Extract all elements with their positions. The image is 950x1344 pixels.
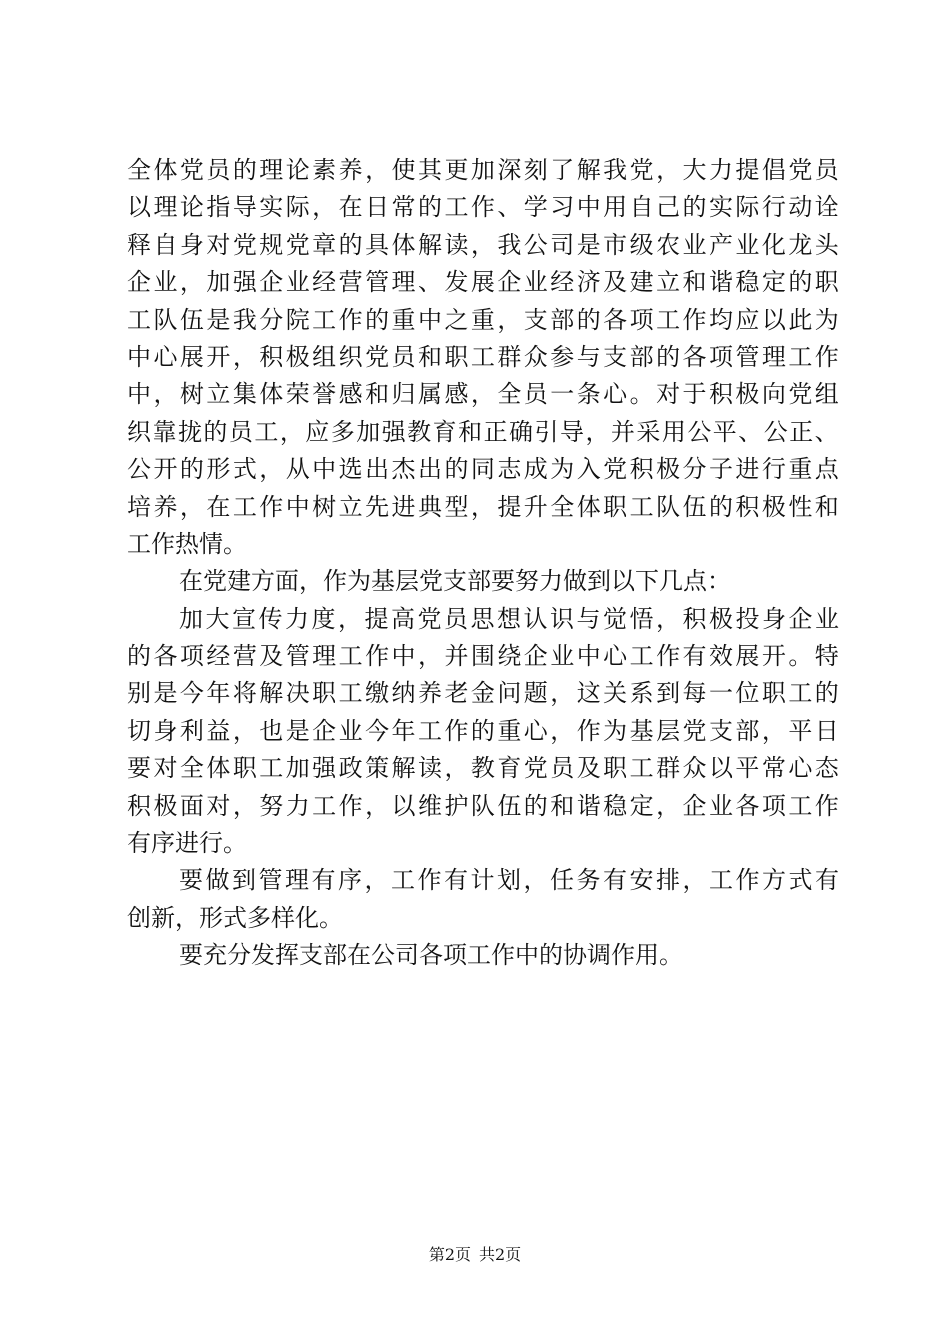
page-number: 第2页	[428, 1245, 471, 1264]
text-line: 织 靠 拢 的 员 工 ， 应 多 加 强 教 育 和 正 确 引 导 ， 并 采 用 公 平 、 公 正 、	[127, 417, 839, 446]
text-line: 别 是 今 年 将 解 决 职 工 缴 纳 养 老 金 问 题 ， 这 关 系 到 每 一 位 职 工 的	[127, 679, 839, 708]
text-line: 工作热情。	[127, 529, 247, 558]
text-line: 企 业 ， 加 强 企 业 经 营 管 理 、 发 展 企 业 经 济 及 建 立 和 谐 稳 定 的 职	[127, 268, 839, 297]
text-line: 以 理 论 指 导 实 际 ， 在 日 常 的 工 作 、 学 习 中 用 自 己 的 实 际 行 动 诠	[127, 193, 839, 222]
text-line: 要充分发挥支部在公司各项工作中的协调作用。	[179, 941, 683, 970]
text-line: 有序进行。	[127, 829, 247, 858]
body-text	[127, 152, 839, 975]
text-line: 中 心 展 开 ， 积 极 组 织 党 员 和 职 工 群 众 参 与 支 部 的 各 项 管 理 工 作	[127, 342, 839, 371]
text-line: 加 大 宣 传 力 度 ， 提 高 党 员 思 想 认 识 与 觉 悟 ， 积 极 投 身 企 业	[179, 604, 839, 633]
text-line: 公 开 的 形 式 ， 从 中 选 出 杰 出 的 同 志 成 为 入 党 积 极 分 子 进 行 重 点	[127, 455, 839, 484]
text-line: 的 各 项 经 营 及 管 理 工 作 中 ， 并 围 绕 企 业 中 心 工 作 有 效 展 开 。 特	[127, 642, 839, 671]
text-line: 切 身 利 益 ， 也 是 企 业 今 年 工 作 的 重 心 ， 作 为 基 层 党 支 部 ， 平 日	[127, 716, 839, 745]
text-line: 要 对 全 体 职 工 加 强 政 策 解 读 ， 教 育 党 员 及 职 工 群 众 以 平 常 心 态	[127, 754, 839, 783]
text-line: 要 做 到 管 理 有 序 ， 工 作 有 计 划 ， 任 务 有 安 排 ， 工 作 方 式 有	[179, 866, 839, 895]
text-line: 在党建方面，作为基层党支部要努力做到以下几点：	[179, 567, 731, 596]
page-footer	[0, 1243, 950, 1267]
text-line: 全 体 党 员 的 理 论 素 养 ， 使 其 更 加 深 刻 了 解 我 党 ， 大 力 提 倡 党 员	[127, 156, 839, 184]
text-line: 培 养 ， 在 工 作 中 树 立 先 进 典 型 ， 提 升 全 体 职 工 队 伍 的 积 极 性 和	[127, 492, 839, 521]
page-total: 共2页	[479, 1245, 522, 1264]
text-line: 积 极 面 对 ， 努 力 工 作 ， 以 维 护 队 伍 的 和 谐 稳 定 ， 企 业 各 项 工 作	[127, 791, 839, 820]
text-line: 工 队 伍 是 我 分 院 工 作 的 重 中 之 重 ， 支 部 的 各 项 工 作 均 应 以 此 为	[127, 305, 839, 334]
text-line: 中 ， 树 立 集 体 荣 誉 感 和 归 属 感 ， 全 员 一 条 心 。 对 于 积 极 向 党 组	[127, 380, 839, 409]
text-line: 释 自 身 对 党 规 党 章 的 具 体 解 读 ， 我 公 司 是 市 级 农 业 产 业 化 龙 头	[127, 230, 839, 259]
text-line: 创新，形式多样化。	[127, 903, 343, 932]
